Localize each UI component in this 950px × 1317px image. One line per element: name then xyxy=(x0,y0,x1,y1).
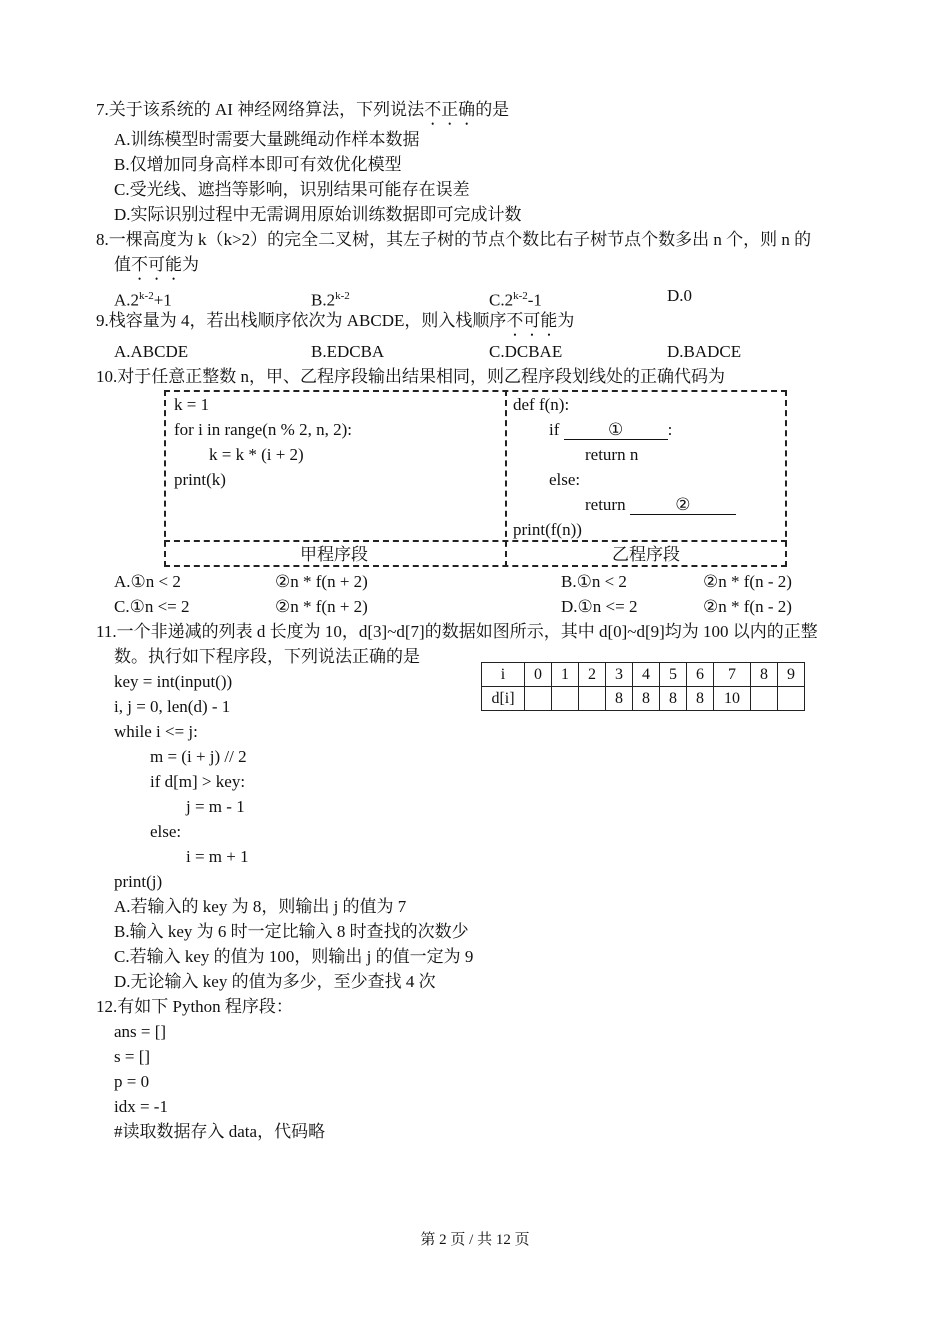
jia-code-line: k = 1 xyxy=(174,395,210,414)
table-cell: 8 xyxy=(606,687,633,711)
table-cell: 4 xyxy=(633,663,660,687)
table-row-values xyxy=(482,687,805,711)
table-cell xyxy=(579,687,606,711)
q11-code-line: print(j) xyxy=(114,872,163,891)
yi-code-line: def f(n): xyxy=(513,395,570,414)
table-cell: 7 xyxy=(714,663,751,687)
q7-option-a: A.训练模型时需要大量跳绳动作样本数据 xyxy=(114,130,420,149)
q7-stem: 7.关于该系统的 AI 神经网络算法，下列说法不正确的是 xyxy=(96,100,510,119)
q12-code-line: s = [] xyxy=(114,1047,151,1066)
blank-2: ② xyxy=(630,496,736,515)
q11-stem-line1: 11.一个非递减的列表 d 长度为 10，d[3]~d[7]的数据如图所示，其中 d[0]~d[9]均为 100 以内的正整 xyxy=(96,622,818,641)
q12-code-line: p = 0 xyxy=(114,1072,150,1091)
q11-code-line: else: xyxy=(150,822,182,841)
yi-code-line-return: return ② xyxy=(585,494,736,516)
q11-code-line: if d[m] > key: xyxy=(150,772,246,791)
q12-code-line: #读取数据存入 data，代码略 xyxy=(114,1122,326,1141)
table-cell: 9 xyxy=(778,663,805,687)
q10-option-d-key: D.①n <= 2 xyxy=(561,597,638,616)
jia-code-line: print(k) xyxy=(174,470,226,489)
q11-code-line: i, j = 0, len(d) - 1 xyxy=(114,697,231,716)
q8-option-a: $A.2^{k-2}+1$ xyxy=(114,290,172,310)
q10-option-b-key: B.①n < 2 xyxy=(561,572,627,591)
table-cell xyxy=(525,687,552,711)
q10-option-a-key: A.①n < 2 xyxy=(114,572,181,591)
table-cell: 10 xyxy=(714,687,751,711)
table-cell: 1 xyxy=(552,663,579,687)
table-cell xyxy=(778,687,805,711)
q8-stem-line1: 8.一棵高度为 k（k>2）的完全二叉树，其左子树的节点个数比右子树节点个数多出 n 个，则 n 的 xyxy=(96,230,812,249)
q8-emphasis: 不可能 xyxy=(131,255,182,274)
q9-stem: 9.栈容量为 4，若出栈顺序依次为 ABCDE，则入栈顺序不可能为 xyxy=(96,311,575,330)
q11-option-a: A.若输入的 key 为 8，则输出 j 的值为 7 xyxy=(114,897,407,916)
q7-option-d: D.实际识别过程中无需调用原始训练数据即可完成计数 xyxy=(114,205,522,224)
table-row-index xyxy=(482,663,805,687)
q8-stem-line2: 值不可能为 xyxy=(114,255,199,274)
q11-option-d: D.无论输入 key 的值为多少，至少查找 4 次 xyxy=(114,972,436,991)
q11-code-line: key = int(input()) xyxy=(114,672,233,691)
q12-code-line: idx = -1 xyxy=(114,1097,168,1116)
table-cell xyxy=(552,687,579,711)
table-cell: 6 xyxy=(687,663,714,687)
q7-option-b: B.仅增加同身高样本即可有效优化模型 xyxy=(114,155,402,174)
yi-code-line-if: if ① : xyxy=(549,420,673,439)
q8-option-b: B.2$^{k-2}$ xyxy=(311,290,350,310)
yi-label: 乙程序段 xyxy=(612,545,680,564)
table-cell: 8 xyxy=(687,687,714,711)
q11-stem-line2: 数。执行如下程序段，下列说法正确的是 xyxy=(114,647,420,666)
jia-code-line: k = k * (i + 2) xyxy=(209,445,304,464)
q10-stem: 10.对于任意正整数 n，甲、乙程序段输出结果相同，则乙程序段划线处的正确代码为 xyxy=(96,367,725,386)
q9-option-b: B.EDCBA xyxy=(311,342,385,361)
q10-option-c-key: C.①n <= 2 xyxy=(114,597,190,616)
q9-option-d: D.BADCE xyxy=(667,342,742,361)
table-cell xyxy=(751,687,778,711)
table-cell: 5 xyxy=(660,663,687,687)
table-cell: 8 xyxy=(633,687,660,711)
yi-code-line: else: xyxy=(549,470,581,489)
q10-option-a-val: ②n * f(n + 2) xyxy=(275,572,368,591)
table-cell: 0 xyxy=(525,663,552,687)
table-cell: i xyxy=(482,663,525,687)
q11-code-line: j = m - 1 xyxy=(186,797,245,816)
jia-code-line: for i in range(n % 2, n, 2): xyxy=(174,420,352,439)
q10-option-b-val: ②n * f(n - 2) xyxy=(703,572,792,591)
q11-code-line: i = m + 1 xyxy=(186,847,249,866)
q10-option-d-val: ②n * f(n - 2) xyxy=(703,597,792,616)
q11-option-c: C.若输入 key 的值为 100，则输出 j 的值一定为 9 xyxy=(114,947,474,966)
q11-option-b: B.输入 key 为 6 时一定比输入 8 时查找的次数少 xyxy=(114,922,469,941)
q10-option-c-val: ②n * f(n + 2) xyxy=(275,597,368,616)
q9-option-c: C.DCBAE xyxy=(489,342,563,361)
q10-label-divider xyxy=(164,540,787,542)
table-cell: d[i] xyxy=(482,687,525,711)
q12-stem: 12.有如下 Python 程序段： xyxy=(96,997,293,1016)
jia-label: 甲程序段 xyxy=(300,545,368,564)
q8-option-d: D.0 xyxy=(667,286,693,305)
table-cell: 3 xyxy=(606,663,633,687)
q12-code-line: ans = [] xyxy=(114,1022,167,1041)
table-cell: 8 xyxy=(751,663,778,687)
q7-option-c: C.受光线、遮挡等影响，识别结果可能存在误差 xyxy=(114,180,470,199)
q7-emphasis: 不正确 xyxy=(424,100,476,119)
yi-code-line: return n xyxy=(585,445,639,464)
d-array-table xyxy=(481,662,805,711)
q9-emphasis: 不可能 xyxy=(506,311,558,330)
q9-option-a: A.ABCDE xyxy=(114,342,189,361)
yi-code-line: print(f(n)) xyxy=(513,520,582,539)
q11-code-line: m = (i + j) // 2 xyxy=(150,747,247,766)
table-cell: 8 xyxy=(660,687,687,711)
q11-code-line: while i <= j: xyxy=(114,722,198,741)
table-cell: 2 xyxy=(579,663,606,687)
page-footer: 第 2 页 / 共 12 页 xyxy=(420,1232,530,1248)
blank-1: ① xyxy=(564,421,668,440)
q8-option-c: C.2$^{k-2}$-1 xyxy=(489,290,542,310)
